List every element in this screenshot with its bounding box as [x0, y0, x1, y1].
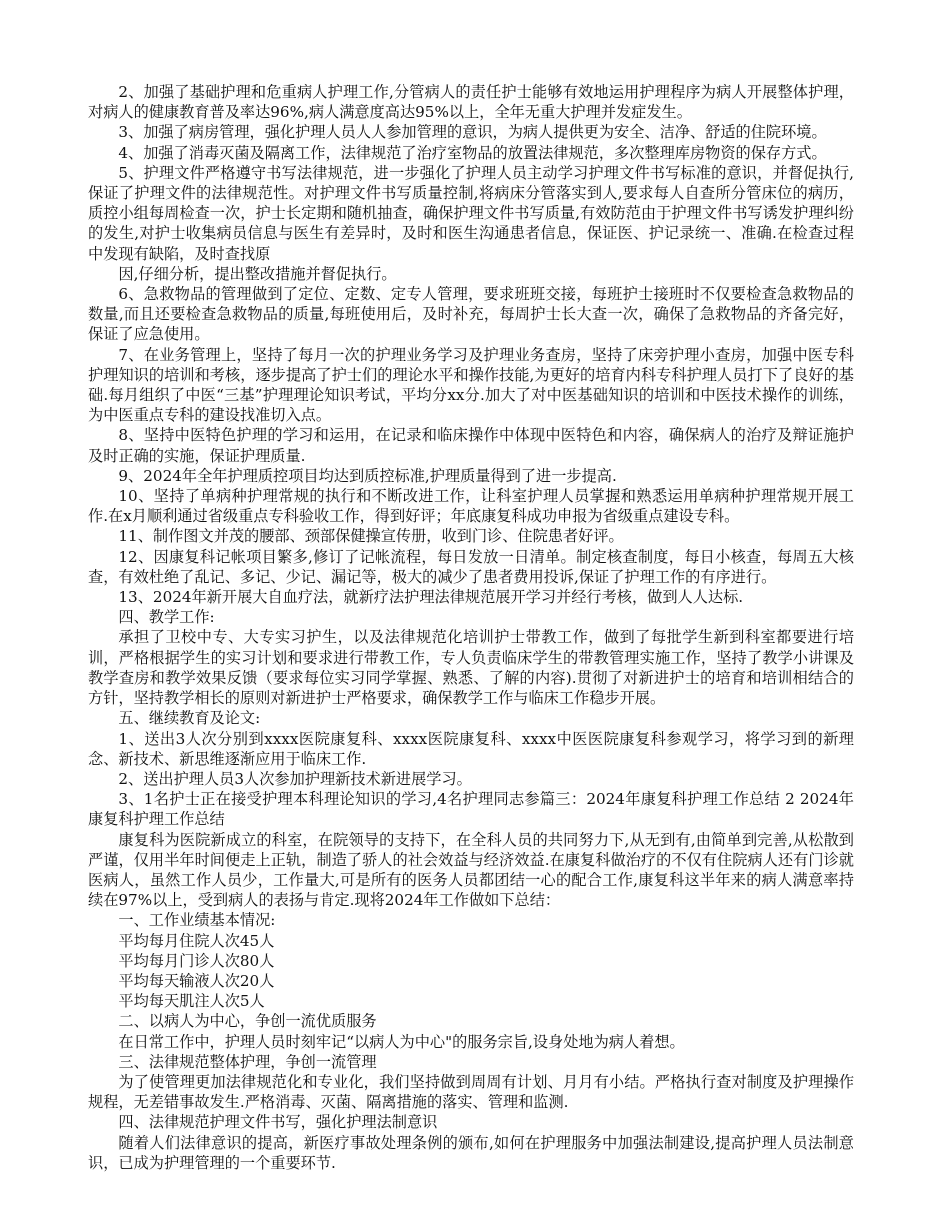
paragraph: 6、急救物品的管理做到了定位、定数、定专人管理，要求班班交接，每班护士接班时不仅要检查急救物品的数量,而且还要检查急救物品的质量,每班使用后，及时补充，每周护士长大查一次，确保了急救物品的齐备完好，保证了应急使用。	[88, 285, 854, 344]
paragraph: 2、送出护理人员3人次参加护理新技术新进展学习。	[118, 769, 472, 788]
paragraph: 5、护理文件严格遵守书写法律规范，进一步强化了护理人员主动学习护理文件书写标准的意识，并督促执行,保证了护理文件的法律规范性。对护理文件书写质量控制,将病床分管落实到人,要求每人自查所分管床位的病历，质控小组每周检查一次，护士长定期和随机抽查，确保护理文件书写质量,有效防范由于护理文件书写诱发护理纠纷的发生,对护士收集病员信息与医生有差异时，及时和医生沟通患者信息，保证医、护记录统一、准确.在检查过程中发现有缺陷，及时查找原	[88, 163, 854, 263]
paragraph: 康复科为医院新成立的科室，在院领导的支持下，在全科人员的共同努力下,从无到有,由简单到完善,从松散到严谨，仅用半年时间便走上正轨，制造了骄人的社会效益与经济效益.在康复科做治疗的不仅有住院病人还有门诊就医病人，虽然工作人员少，工作量大,可是所有的医务人员都团结一心的配合工作,康复科这半年来的病人满意率持续在97%以上，受到病人的表扬与肯定.现将2024年工作做如下总结：	[88, 830, 854, 910]
paragraph: 13、2024年新开展大自血疗法，就新疗法护理法律规范展开学习并经行考核，做到人人达标.	[118, 588, 744, 607]
paragraph: 4、加强了消毒灭菌及隔离工作，法律规范了治疗室物品的放置法律规范，多次整理库房物资的保存方式。	[118, 143, 827, 162]
section-heading: 四、法律规范护理文件书写，强化护理法制意识	[118, 1113, 438, 1132]
stat-line: 平均每天肌注人次5人	[118, 992, 265, 1011]
section-heading: 五、继续教育及论文:	[118, 709, 261, 728]
paragraph: 3、1名护士正在接受护理本科理论知识的学习,4名护理同志参篇三：2024年康复科护理工作总结 2 2024年康复科护理工作总结	[88, 790, 854, 829]
paragraph: 7、在业务管理上，坚持了每月一次的护理业务学习及护理业务查房，坚持了床旁护理小查房，加强中医专科护理知识的培训和考核，逐步提高了护士们的理论水平和操作技能,为更好的培育内科专科护理人员打下了良好的基础.每月组织了中医“三基”护理理论知识考试，平均分xx分.加大了对中医基础知识的培训和中医技术操作的训练，为中医重点专科的建设找准切入点。	[88, 345, 854, 425]
section-heading: 二、以病人为中心，争创一流优质服务	[118, 1012, 377, 1031]
paragraph: 10、坚持了单病种护理常规的执行和不断改进工作，让科室护理人员掌握和熟悉运用单病种护理常规开展工作.在x月顺利通过省级重点专科验收工作，得到好评；年底康复科成功申报为省级重点建设专科。	[88, 487, 854, 526]
section-heading: 一、工作业绩基本情况:	[118, 911, 276, 930]
paragraph: 承担了卫校中专、大专实习护生，以及法律规范化培训护士带教工作，做到了每批学生新到科室都要进行培训，严格根据学生的实习计划和要求进行带教工作，专人负责临床学生的带教管理实施工作，坚持了教学小讲课及教学查房和教学效果反馈（要求每位实习同学掌握、熟悉、了解的内容).贯彻了对新进护士的培育和培训相结合的方针，坚持教学相长的原则对新进护士严格要求，确保教学工作与临床工作稳步开展。	[88, 628, 854, 708]
paragraph: 1、送出3人次分别到xxxx医院康复科、xxxx医院康复科、xxxx中医医院康复科参观学习，将学习到的新理念、新技术、新思维逐渐应用于临床工作.	[88, 729, 854, 768]
stat-line: 平均每月住院人次45人	[118, 931, 275, 950]
paragraph: 3、加强了病房管理，强化护理人员人人参加管理的意识，为病人提供更为安全、洁净、舒适的住院环境。	[118, 123, 827, 142]
paragraph: 在日常工作中，护理人员时刻牢记“以病人为中心"的服务宗旨,设身处地为病人着想。	[118, 1032, 685, 1051]
stat-line: 平均每月门诊人次80人	[118, 951, 275, 970]
paragraph: 9、2024年全年护理质控项目均达到质控标准,护理质量得到了进一步提高.	[118, 466, 617, 485]
section-heading: 四、教学工作:	[118, 608, 215, 627]
section-heading: 三、法律规范整体护理，争创一流管理	[118, 1052, 377, 1071]
paragraph: 12、因康复科记帐项目繁多,修订了记帐流程，每日发放一日清单。制定核查制度，每日小核查，每周五大核查，有效杜绝了乱记、多记、少记、漏记等，极大的减少了患者费用投诉,保证了护理工作的有序进行。	[88, 547, 854, 586]
paragraph: 2、加强了基础护理和危重病人护理工作,分管病人的责任护士能够有效地运用护理程序为病人开展整体护理，对病人的健康教育普及率达96%,病人满意度高达95%以上，全年无重大护理并发症发生。	[88, 83, 854, 122]
paragraph: 为了使管理更加法律规范化和专业化，我们坚持做到周周有计划、月月有小结。严格执行查对制度及护理操作规程，无差错事故发生.严格消毒、灭菌、隔离措施的落实、管理和监测.	[88, 1072, 854, 1112]
paragraph: 因,仔细分析，提出整改措施并督促执行。	[118, 264, 397, 283]
paragraph: 8、坚持中医特色护理的学习和运用，在记录和临床操作中体现中医特色和内容，确保病人的治疗及辩证施护及时正确的实施，保证护理质量.	[88, 426, 854, 465]
stat-line: 平均每天输液人次20人	[118, 971, 275, 990]
paragraph: 11、制作图文并茂的腰部、颈部保健操宣传册，收到门诊、住院患者好评。	[118, 527, 624, 546]
paragraph: 随着人们法律意识的提高，新医疗事故处理条例的颁布,如何在护理服务中加强法制建设,提高护理人员法制意识，已成为护理管理的一个重要环节.	[88, 1133, 854, 1172]
